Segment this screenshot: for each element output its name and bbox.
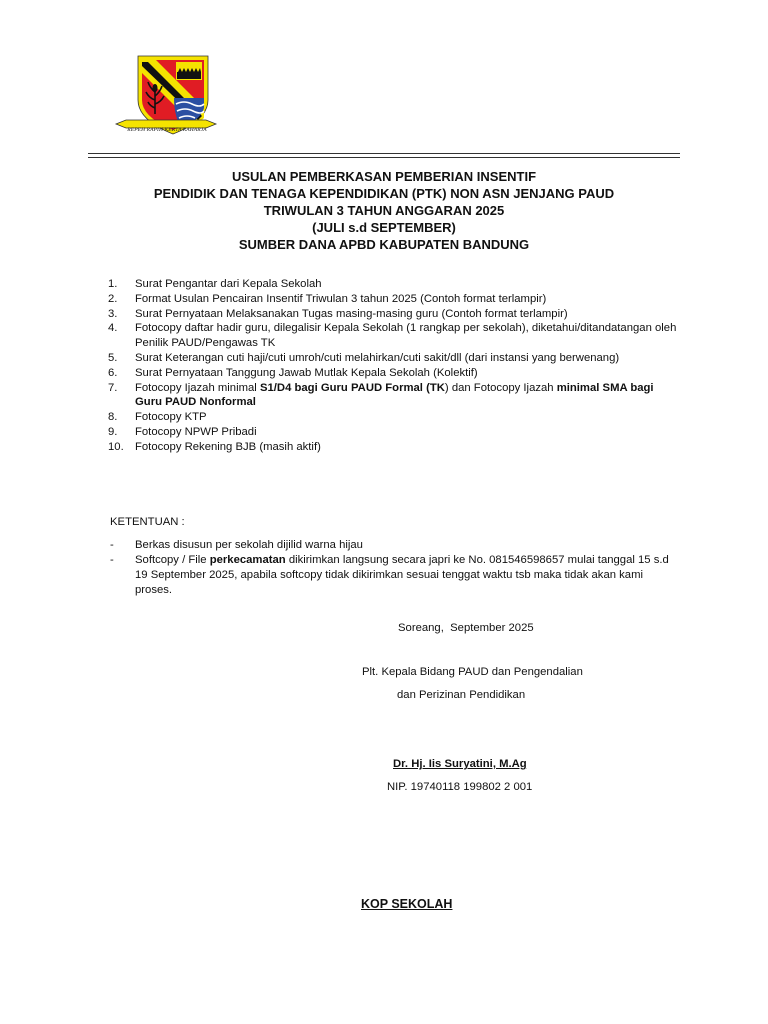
item-number: 5.	[108, 351, 118, 364]
signatory-name: Dr. Hj. Iis Suryatini, M.Ag	[393, 758, 527, 770]
header-divider-top	[88, 153, 680, 154]
item-text: Fotocopy Rekening BJB (masih aktif)	[135, 440, 321, 453]
requirement-item	[108, 292, 678, 307]
rule-text	[135, 553, 670, 598]
item-text: Surat Keterangan cuti haji/cuti umroh/cuti melahirkan/cuti sakit/dll (dari instansi yang berwenang)	[135, 351, 620, 364]
ketentuan-heading: KETENTUAN :	[110, 516, 185, 528]
logo-motto: REPEH RAPIH KERTA RAHARJA	[127, 127, 207, 133]
rule-item	[110, 538, 670, 553]
header-divider-bottom	[88, 157, 680, 158]
item-number: 6.	[108, 366, 118, 379]
item-number: 7.	[108, 381, 118, 394]
title-line: TRIWULAN 3 TAHUN ANGGARAN 2025	[263, 203, 505, 218]
rule-text-bold: perkecamatan	[209, 554, 286, 566]
requirement-item	[108, 351, 678, 366]
title-line: PENDIDIK DAN TENAGA KEPENDIDIKAN (PTK) NON ASN JENJANG PAUD	[153, 186, 615, 201]
requirement-item	[108, 366, 678, 381]
signatory-position-line2: dan Perizinan Pendidikan	[397, 689, 526, 701]
signatory-nip: NIP. 19740118 199802 2 001	[387, 781, 533, 793]
document-title	[100, 168, 668, 253]
item-number: 4.	[108, 322, 118, 335]
item-number: 8.	[108, 411, 118, 424]
bullet-dash: -	[110, 539, 114, 551]
item-text: Fotocopy daftar hadir guru, dilegalisir Kepala Sekolah (1 rangkap per sekolah), diketahui/ditandatangan oleh Penilik PAUD/Pengawas TK	[135, 322, 677, 350]
item-text-bold: minimal SMA bagi Guru PAUD Nonformal	[135, 381, 654, 409]
item-number: 1.	[108, 278, 118, 290]
requirement-item	[108, 440, 678, 455]
item-text-plain: ) dan Fotocopy Ijazah	[444, 381, 557, 394]
title-line: USULAN PEMBERKASAN PEMBERIAN INSENTIF	[231, 169, 537, 184]
item-text	[135, 381, 678, 411]
item-text-plain: Fotocopy Ijazah minimal	[135, 381, 260, 394]
item-text: Surat Pernyataan Tanggung Jawab Mutlak Kepala Sekolah (Kolektif)	[135, 366, 478, 379]
rule-text: Berkas disusun per sekolah dijilid warna hijau	[135, 539, 363, 551]
requirement-item	[108, 381, 678, 411]
rule-text-plain: Softcopy / File	[135, 554, 210, 566]
title-line: SUMBER DANA APBD KABUPATEN BANDUNG	[238, 237, 530, 252]
item-number: 2.	[108, 292, 118, 305]
requirement-item	[108, 410, 678, 425]
rules-list	[110, 538, 670, 598]
rule-item	[110, 553, 670, 598]
rule-text-plain: dikirimkan langsung secara japri ke No. 081546598657 mulai tanggal 15 s.d 19 September 2025, apabila softcopy tidak dikirimkan sesuai tenggat waktu tsb maka tidak akan kami proses.	[135, 554, 669, 596]
title-line: (JULI s.d SEPTEMBER)	[312, 220, 456, 235]
bullet-dash: -	[110, 554, 114, 566]
requirement-item	[108, 321, 678, 351]
item-text: Fotocopy KTP	[135, 411, 207, 424]
kop-sekolah-label: KOP SEKOLAH	[361, 897, 453, 911]
item-text: Surat Pernyataan Melaksanakan Tugas masing-masing guru (Contoh format terlampir)	[135, 307, 568, 320]
item-text-bold: S1/D4 bagi Guru PAUD Formal (TK	[259, 381, 445, 394]
requirement-item	[108, 425, 678, 440]
item-number: 3.	[108, 307, 118, 320]
item-text: Surat Pengantar dari Kepala Sekolah	[135, 278, 322, 290]
item-number: 10.	[108, 440, 124, 453]
requirements-list	[108, 277, 678, 455]
item-text: Fotocopy NPWP Pribadi	[135, 425, 257, 438]
requirement-item	[108, 307, 678, 322]
place-date: Soreang, September 2025	[398, 622, 534, 634]
item-number: 9.	[108, 425, 118, 438]
signatory-position-line1: Plt. Kepala Bidang PAUD dan Pengendalian	[362, 666, 583, 678]
requirement-item	[108, 277, 678, 292]
item-text: Format Usulan Pencairan Insentif Triwulan 3 tahun 2025 (Contoh format terlampir)	[135, 292, 547, 305]
